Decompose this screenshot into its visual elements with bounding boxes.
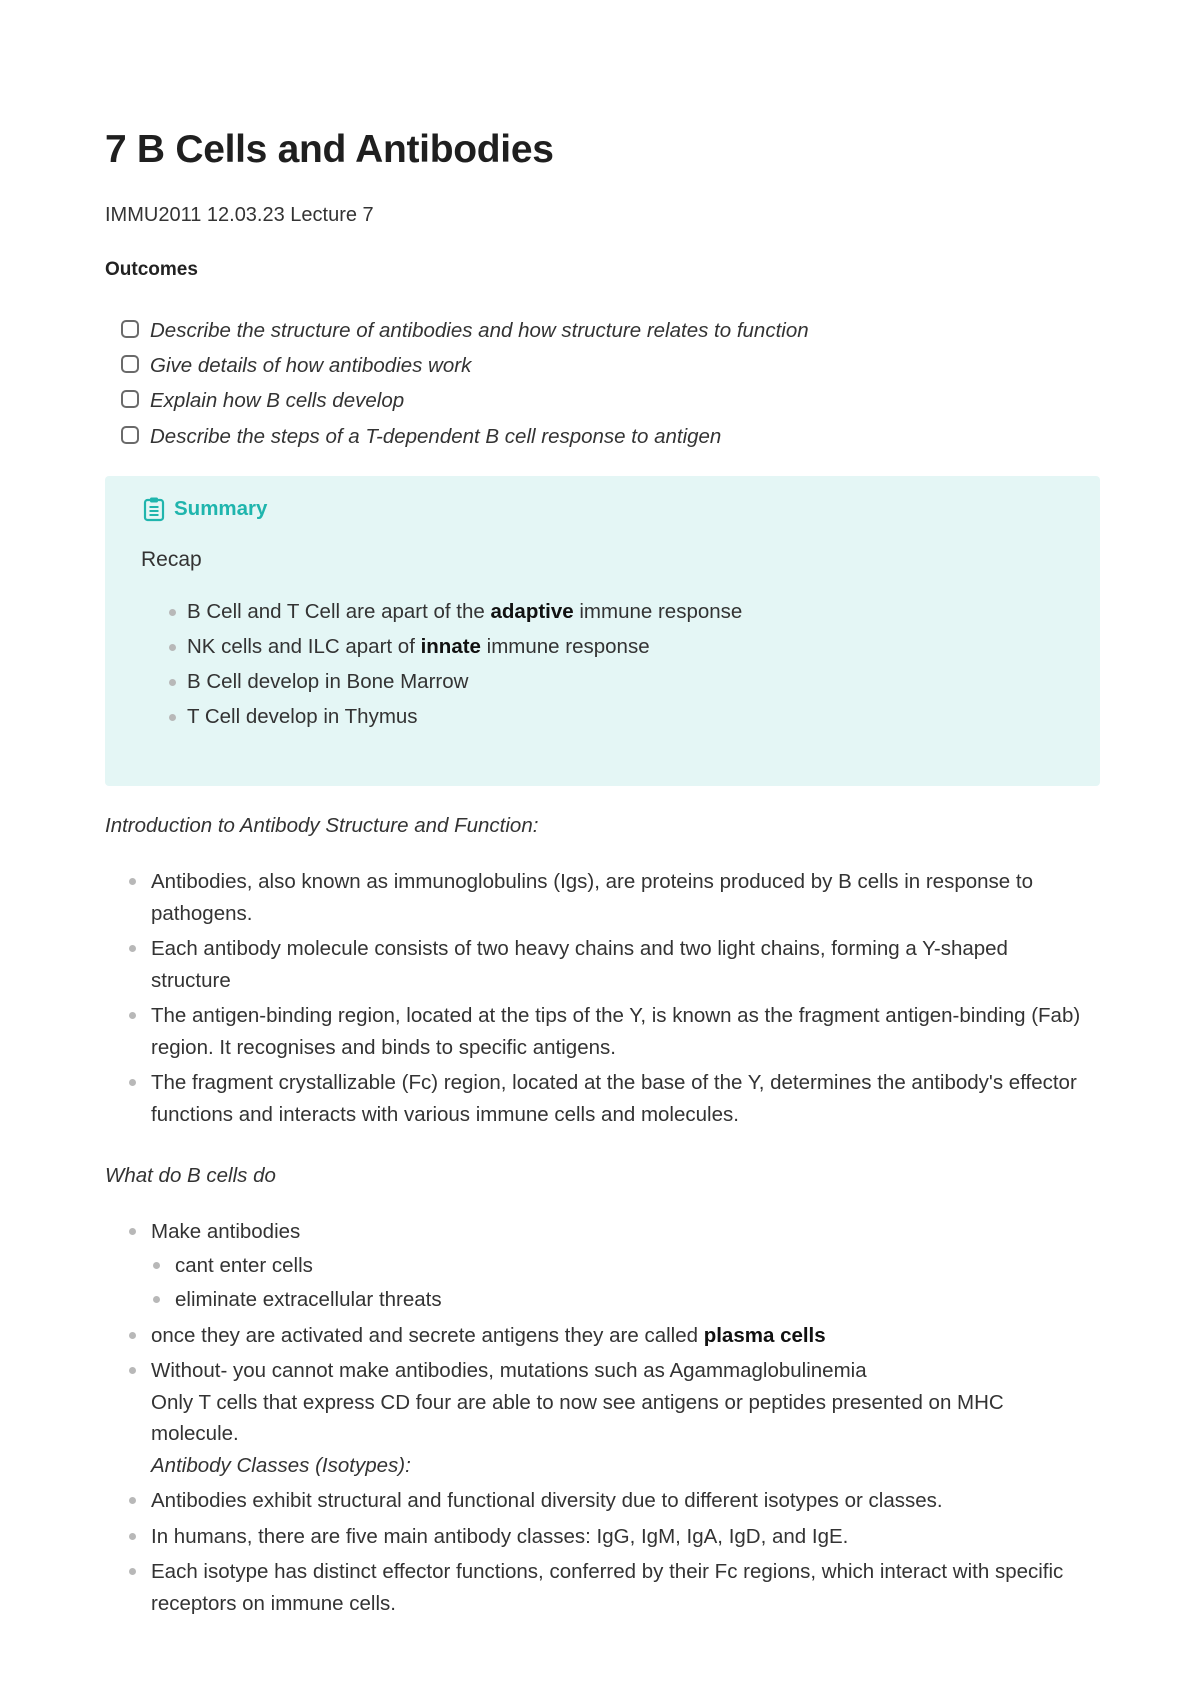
outcomes-checklist [121,313,809,454]
checkbox[interactable] [121,390,139,408]
outcome-item [121,348,809,383]
classes-heading: Antibody Classes (Isotypes): [151,1453,411,1477]
lecture-meta: IMMU2011 12.03.23 Lecture 7 [105,204,374,226]
outcome-text: Describe the structure of antibodies and how structure relates to function [150,318,809,342]
sub-list-item: eliminate extracellular threats [151,1284,1092,1316]
list-item: B Cell develop in Bone Marrow [167,667,742,702]
list-item: The antigen-binding region, located at the tips of the Y, is known as the fragment antigen-binding (Fab) region. It recognises and binds to specific antigens. [127,1000,1092,1063]
intro-heading: Introduction to Antibody Structure and Function: [105,814,539,837]
bcells-heading: What do B cells do [105,1164,276,1187]
list-item: Antibodies exhibit structural and functional diversity due to different isotypes or classes. [127,1485,1092,1517]
list-item: B Cell and T Cell are apart of the adaptive immune response [167,597,742,632]
bcells-list [127,1216,1092,1623]
checkbox[interactable] [121,320,139,338]
outcomes-heading: Outcomes [105,259,198,280]
sub-list-item: cant enter cells [151,1250,1092,1282]
list-item: Each antibody molecule consists of two heavy chains and two light chains, forming a Y-shaped structure [127,933,1092,996]
list-item: The fragment crystallizable (Fc) region, located at the base of the Y, determines the antibody's effector functions and interacts with various immune cells and molecules. [127,1067,1092,1130]
list-item: Each isotype has distinct effector functions, conferred by their Fc regions, which interact with specific receptors on immune cells. [127,1556,1092,1619]
summary-header [142,496,267,522]
page-title: 7 B Cells and Antibodies [105,128,554,171]
checkbox[interactable] [121,355,139,373]
list-item: Make antibodies cant enter cells eliminate extracellular threats [127,1216,1092,1316]
list-item: Antibodies, also known as immunoglobulins (Igs), are proteins produced by B cells in response to pathogens. [127,866,1092,929]
summary-list [167,597,742,737]
sub-list [151,1250,1092,1316]
clipboard-list-icon [142,496,166,522]
summary-callout [105,476,1100,786]
outcome-text: Explain how B cells develop [150,389,405,413]
outcome-item [121,419,809,454]
list-item: In humans, there are five main antibody classes: IgG, IgM, IgA, IgD, and IgE. [127,1521,1092,1553]
outcome-item [121,313,809,348]
summary-title: Summary [174,497,268,520]
outcome-text: Give details of how antibodies work [150,353,472,377]
list-item: once they are activated and secrete antigens they are called plasma cells [127,1320,1092,1352]
checkbox[interactable] [121,426,139,444]
outcome-item [121,384,809,419]
list-item: Without- you cannot make antibodies, mutations such as Agammaglobulinemia Only T cells that express CD four are able to now see antigens or peptides presented on MHC molecule. Antibody Classes (Isotypes): [127,1355,1092,1481]
outcome-text: Describe the steps of a T-dependent B cell response to antigen [150,424,722,448]
intro-list [127,866,1092,1134]
list-item: NK cells and ILC apart of innate immune response [167,632,742,667]
recap-text: Recap [141,548,202,571]
list-item: T Cell develop in Thymus [167,702,742,737]
